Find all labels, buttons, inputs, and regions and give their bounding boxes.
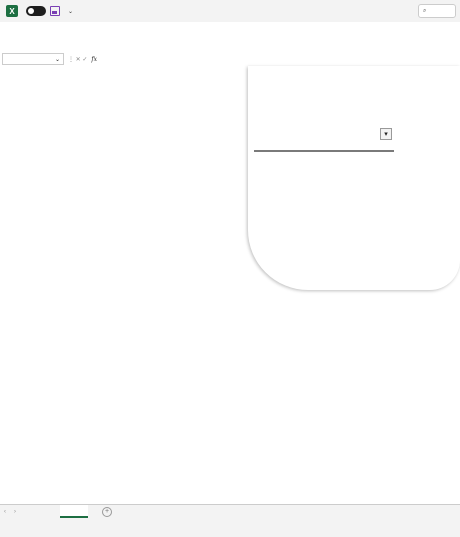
chevron-down-icon[interactable]: ⌄: [68, 8, 74, 15]
excel-icon: X: [6, 5, 18, 17]
sheet-tab-export[interactable]: [60, 505, 88, 518]
autosave-toggle[interactable]: [26, 6, 46, 16]
status-dropdown-list[interactable]: [254, 150, 394, 152]
ribbon-menu: [0, 28, 460, 46]
plus-icon[interactable]: +: [102, 507, 112, 517]
dropdown-arrow-icon[interactable]: ▾: [380, 128, 392, 140]
save-icon[interactable]: [50, 6, 60, 16]
zoom-magnifier: [248, 66, 460, 290]
scroll-right-icon[interactable]: ›: [13, 508, 17, 515]
name-box[interactable]: [2, 53, 64, 65]
sheet-tab-bar: [0, 504, 460, 518]
search-box[interactable]: [418, 4, 456, 18]
title-bar: [0, 0, 460, 22]
formula-bar: [0, 52, 460, 66]
function-icon[interactable]: fx: [91, 55, 97, 63]
cancel-icon[interactable]: ⋮ ✕ ✓: [68, 56, 88, 63]
scroll-left-icon[interactable]: ‹: [3, 508, 7, 515]
status-bar: [0, 518, 460, 537]
search-icon: ⌕: [423, 7, 427, 14]
chevron-down-icon[interactable]: ⌄: [54, 56, 60, 63]
